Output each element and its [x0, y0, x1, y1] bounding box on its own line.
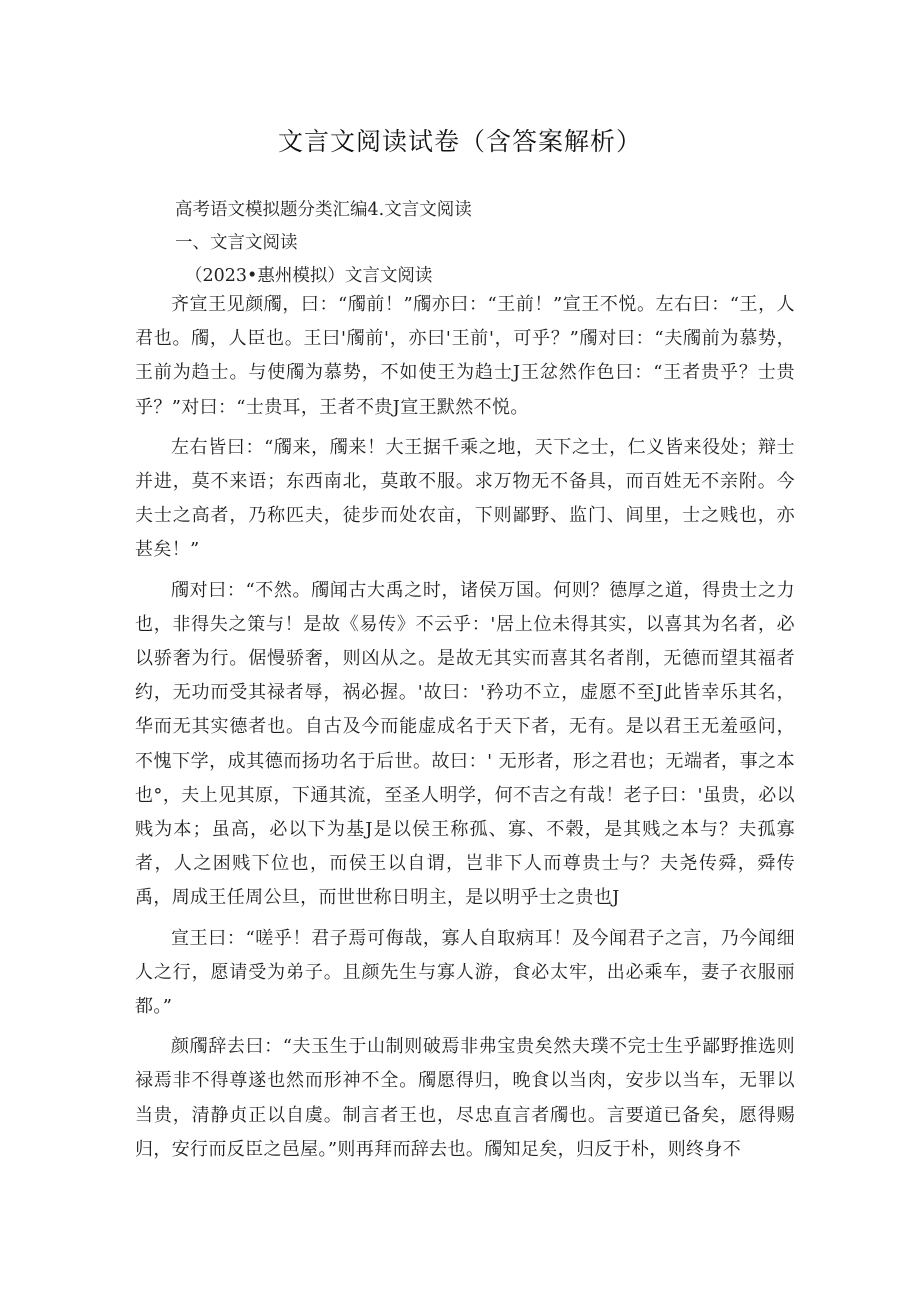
source-note: （2023•惠州模拟）文言文阅读 — [185, 266, 433, 286]
document-subtitle: 高考语文模拟题分类汇编4.文言文阅读 — [175, 200, 472, 220]
section-heading: 一、文言文阅读 — [175, 233, 298, 253]
passage-body — [135, 288, 795, 1173]
passage-paragraph-3: 斶对曰：“不然。斶闻古大禹之时，诸侯万国。何则？德厚之道，得贵士之力也，非得失之策与！是故《易传》不云乎：'居上位未得其实，以喜其为名者，必以骄奢为行。倨慢骄奢，则凶从之。是故无其实而喜其名者削，无德而望其福者约，无功而受其禄者辱，祸必握。'故曰：'矜功不立，虚愿不至J此皆幸乐其名，华而无其实德者也。自古及今而能虚成名于天下者，无有。是以君王无羞亟问，不愧下学，成其德而扬功名于后世。故曰：' 无形者，形之君也；无端者，事之本也°，夫上见其原，下通其流，至圣人明学，何不吉之有哉！老子曰：'虽贵，必以贱为本；虽高，必以下为基J是以侯王称孤、寡、不榖，是其贱之本与？夫孤寡者，人之困贱下位也，而侯王以自谓，岂非下人而尊贵士与？夫尧传舜，舜传禹，周成王任周公旦，而世世称日明主，是以明乎士之贵也J — [135, 579, 795, 909]
passage-paragraph-5: 颜斶辞去曰：“夫玉生于山制则破焉非弗宝贵矣然夫璞不完士生乎鄙野推选则禄焉非不得尊遂也然而形神不全。斶愿得归，晚食以当肉，安步以当车，无罪以当贵，清静贞正以自虞。制言者王也，尽忠直言者斶也。言要道已备矣，愿得赐归，安行而反臣之邑屋。”则再拜而辞去也。斶知足矣，归反于朴，则终身不 — [135, 1036, 795, 1160]
passage-paragraph-4: 宣王曰：“嗟乎！君子焉可侮哉，寡人自取病耳！及今闻君子之言，乃今闻细人之行，愿请受为弟子。且颜先生与寡人游，食必太牢，出必乘车，妻子衣服丽都。” — [135, 927, 795, 1018]
document-title: 文言文阅读试卷（含答案解析） — [277, 127, 642, 156]
passage-paragraph-2: 左右皆曰：“斶来，斶来！大王据千乘之地，天下之士，仁义皆来役处；辩士并进，莫不来语；东西南北，莫敢不服。求万物无不备具，而百姓无不亲附。今夫士之高者，乃称匹夫，徒步而处农亩，下则鄙野、监门、闾里，士之贱也，亦甚矣！” — [135, 436, 795, 561]
passage-paragraph-1: 齐宣王见颜斶，曰：“斶前！”斶亦曰：“王前！”宣王不悦。左右曰：“王，人君也。斶，人臣也。王曰'斶前'，亦曰'王前'，可乎？”斶对曰：“夫斶前为慕势，王前为趋士。与使斶为慕势，不如使王为趋士J王忿然作色曰：“王者贵乎？士贵乎？”对曰：“士贵耳，王者不贵J宣王默然不悦。 — [135, 294, 795, 418]
